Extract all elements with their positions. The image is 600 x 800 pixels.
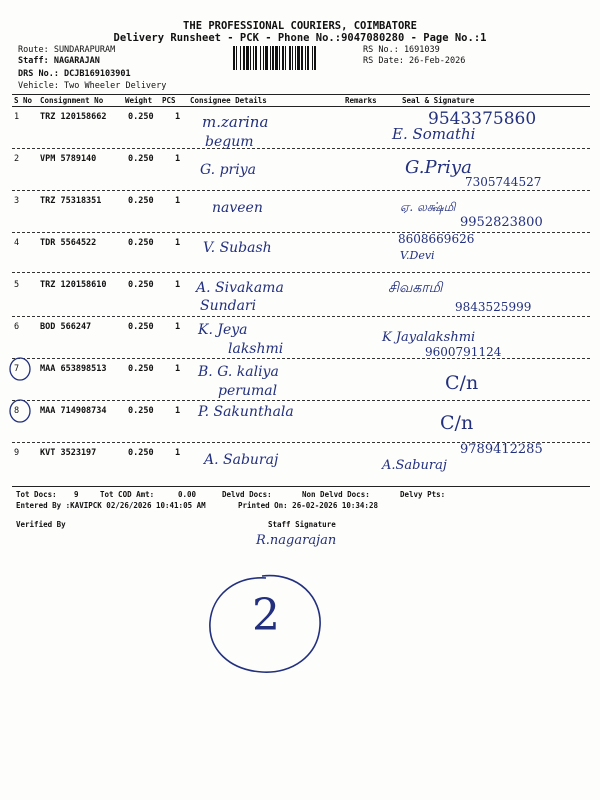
row-pcs: 1 (175, 280, 181, 290)
consignee-handwriting: P. Sakunthala (198, 404, 294, 420)
delivered-docs-label: Delvd Docs: (222, 490, 272, 499)
consignee-handwriting: A. Sivakama (196, 280, 284, 296)
circle-mark-icon (8, 356, 32, 382)
row-consignment: VPM 5789140 (40, 154, 97, 164)
signature-handwriting: சிவகாமி (388, 280, 443, 296)
staff-signature-label: Staff Signature (268, 520, 336, 529)
route-label: Route: SUNDARAPURAM (18, 45, 116, 55)
signature-handwriting: G.Priya (405, 157, 472, 178)
signature-handwriting: 7305744527 (465, 175, 542, 189)
row-divider (12, 358, 590, 359)
signature-handwriting: K Jayalakshmi (382, 330, 476, 345)
drs-number: DRS No.: DCJB169103901 (18, 69, 131, 79)
row-sno: 4 (14, 238, 20, 248)
rs-number: RS No.: 1691039 (363, 45, 440, 55)
total-cod-value: 0.00 (178, 490, 197, 499)
consignee-handwriting: begum (205, 134, 254, 150)
row-divider (12, 316, 590, 317)
row-sno: 3 (14, 196, 20, 206)
row-pcs: 1 (175, 406, 181, 416)
row-divider (12, 400, 590, 401)
signature-handwriting: E. Somathi (392, 125, 476, 143)
non-delivered-docs-label: Non Delvd Docs: (302, 490, 370, 499)
row-consignment: BOD 566247 (40, 322, 92, 332)
row-weight: 0.250 (128, 322, 154, 332)
row-divider (12, 148, 590, 149)
entered-by: Entered By :KAVIPCK 02/26/2026 10:41:05 AM (16, 501, 206, 510)
row-sno: 5 (14, 280, 20, 290)
consignee-handwriting: K. Jeya (198, 322, 248, 338)
row-consignment: MAA 653898513 (40, 364, 107, 374)
row-pcs: 1 (175, 112, 181, 122)
consignee-handwriting: lakshmi (228, 341, 284, 357)
row-sno: 7 (14, 364, 20, 374)
row-weight: 0.250 (128, 364, 154, 374)
signature-handwriting: 9843525999 (455, 300, 532, 314)
col-header-remarks: Remarks (345, 96, 377, 105)
signature-handwriting: C/n (440, 412, 474, 434)
row-sno: 1 (14, 112, 20, 122)
col-header-sno: S No (14, 96, 33, 105)
barcode-image (232, 46, 358, 70)
row-sno: 9 (14, 448, 20, 458)
row-weight: 0.250 (128, 154, 154, 164)
table-top-rule (12, 94, 590, 95)
row-pcs: 1 (175, 154, 181, 164)
signature-handwriting: 9600791124 (425, 345, 502, 359)
signature-handwriting: 8608669626 (398, 232, 475, 246)
rs-date: RS Date: 26-Feb-2026 (363, 56, 466, 66)
signature-handwriting: 9543375860 (428, 109, 537, 129)
consignee-handwriting: m.zarina (202, 113, 269, 131)
consignee-handwriting: naveen (212, 200, 263, 216)
staff-label: Staff: NAGARAJAN (18, 56, 100, 66)
row-pcs: 1 (175, 322, 181, 332)
table-header-rule (12, 106, 590, 107)
row-consignment: TRZ 120158610 (40, 280, 107, 290)
total-docs-value: 9 (74, 490, 79, 499)
row-weight: 0.250 (128, 196, 154, 206)
row-consignment: TRZ 75318351 (40, 196, 102, 206)
signature-handwriting: 9789412285 (460, 442, 543, 457)
signature-handwriting: 9952823800 (460, 215, 543, 230)
row-divider (12, 190, 590, 191)
staff-signature-handwriting: R.nagarajan (256, 533, 337, 548)
consignee-handwriting: A. Saburaj (204, 452, 279, 468)
circled-page-number: 2 (252, 590, 280, 641)
col-header-seal: Seal & Signature (402, 96, 475, 105)
col-header-weight: Weight (125, 96, 153, 105)
printed-on: Printed On: 26-02-2026 10:34:28 (238, 501, 378, 510)
row-consignment: TDR 5564522 (40, 238, 97, 248)
consignee-handwriting: G. priya (200, 162, 256, 178)
circle-mark-icon (8, 398, 32, 424)
total-docs-label: Tot Docs: (16, 490, 57, 499)
row-divider (12, 232, 590, 233)
document-subtitle: Delivery Runsheet - PCK - Phone No.:9047080280 - Page No.:1 (113, 32, 487, 44)
verified-by-label: Verified By (16, 520, 66, 529)
row-consignment: TRZ 120158662 (40, 112, 107, 122)
row-weight: 0.250 (128, 448, 154, 458)
row-sno: 2 (14, 154, 20, 164)
signature-handwriting: A.Saburaj (382, 458, 447, 473)
row-pcs: 1 (175, 364, 181, 374)
row-weight: 0.250 (128, 406, 154, 416)
row-consignment: MAA 714908734 (40, 406, 107, 416)
consignee-handwriting: V. Subash (203, 240, 272, 256)
col-header-consignment: Consignment No (40, 96, 104, 105)
signature-handwriting: V.Devi (400, 249, 435, 262)
delivery-points-label: Delvy Pts: (400, 490, 446, 499)
row-pcs: 1 (175, 448, 181, 458)
row-consignment: KVT 3523197 (40, 448, 97, 458)
col-header-consignee: Consignee Details (190, 96, 267, 105)
col-header-pcs: PCS (162, 96, 176, 105)
row-weight: 0.250 (128, 112, 154, 122)
row-weight: 0.250 (128, 280, 154, 290)
row-divider (12, 272, 590, 273)
table-bottom-rule (12, 486, 590, 487)
consignee-handwriting: B. G. kaliya (198, 364, 279, 380)
document-title: THE PROFESSIONAL COURIERS, COIMBATORE (183, 20, 417, 32)
row-sno: 6 (14, 322, 20, 332)
total-cod-label: Tot COD Amt: (100, 490, 155, 499)
signature-handwriting: C/n (445, 372, 479, 394)
row-sno: 8 (14, 406, 20, 416)
signature-handwriting: ஏ. லக்ஷ்மி (400, 200, 456, 214)
vehicle-label: Vehicle: Two Wheeler Delivery (18, 81, 167, 91)
row-weight: 0.250 (128, 238, 154, 248)
consignee-handwriting: Sundari (200, 298, 257, 314)
row-pcs: 1 (175, 196, 181, 206)
row-pcs: 1 (175, 238, 181, 248)
consignee-handwriting: perumal (218, 383, 278, 399)
